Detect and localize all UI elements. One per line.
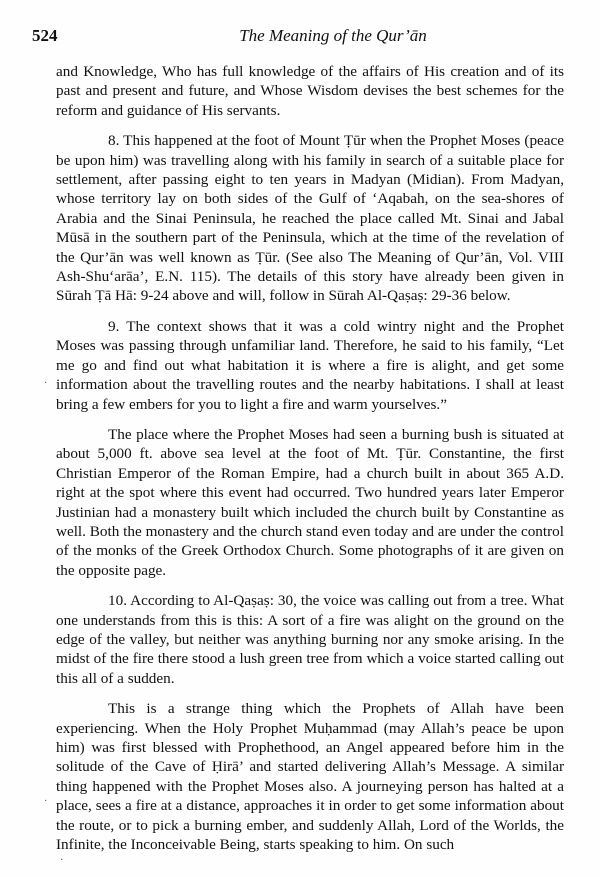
paragraph-note-10: 10. According to Al-Qaṣaṣ: 30, the voice was calling out from a tree. What one understands from this is this: A sort of a fire was alight on the ground on the edge of the valley, but neither was anything burning nor any smoke arising. In the midst of the fire there stood a lush green tree from which a voice started calling out this all of a sudden. [56, 592, 564, 687]
page-body [56, 62, 564, 865]
margin-speck: · [44, 796, 48, 807]
page-number: 524 [32, 26, 58, 45]
margin-speck: · [60, 855, 64, 866]
paragraph-continuation: and Knowledge, Who has full knowledge of the affairs of His creation and of its past and present and future, and Whose Wisdom devises the best schemes for the reform and guidance of His servants. [56, 63, 564, 119]
page-header [32, 26, 564, 50]
paragraph-prophets: This is a strange thing which the Prophets of Allah have been experiencing. When the Holy Prophet Muḥammad (may Allah’s peace be upon him) was first blessed with Prophethood, an Angel appeared before him in the solitude of the Cave of Ḥirā’ and started delivering Allah’s Message. A similar thing happened with the Prophet Moses also. A journeying person has halted at a place, sees a fire at a distance, approaches it in order to get some information about the route, or to pick a burning ember, and suddenly Allah, Lord of the Worlds, the Infinite, the Inconceivable Being, starts speaking to him. On such [56, 700, 564, 854]
margin-speck: · [44, 378, 48, 389]
paragraph-note-8: 8. This happened at the foot of Mount Ṭūr when the Prophet Moses (peace be upon him) was travelling along with his family in search of a suitable place for settlement, after passing eight to ten years in Madyan (Midian). From Madyan, whose territory lay on both sides of the Gulf of ‘Aqabah, on the sea-shores of Arabia and the Sinai Peninsula, he reached the place called Mt. Sinai and Jabal Mūsā in the southern part of the Peninsula, which at the time of the revelation of the Qur’ān was well known as Ṭūr. (See also The Meaning of Qur’ān, Vol. VIII Ash-Shu‘arāa’, E.N. 115). The details of this story have already been given in Sūrah Ṭā Hā: 9-24 above and will, follow in Sūrah Al-Qaṣaṣ: 29-36 below. [56, 132, 564, 305]
paragraph-burning-bush: The place where the Prophet Moses had seen a burning bush is situated at about 5,000 ft. above sea level at the foot of Mt. Ṭūr. Constantine, the first Christian Emperor of the Roman Empire, had a church built in about 365 A.D. right at the spot where this event had occurred. Two hundred years later Emperor Justinian had a monastery built which included the church built by Constantine as well. Both the monastery and the church stand even today and are under the control of the monks of the Greek Orthodox Church. Some photographs of it are given on the opposite page. [56, 425, 564, 579]
running-title: The Meaning of the Qur’ān [239, 26, 427, 45]
paragraph-note-9: 9. The context shows that it was a cold wintry night and the Prophet Moses was passing through unfamiliar land. Therefore, he said to his family, “Let me go and find out what habitation it is where a fire is alight, and get some information about the travelling routes and the nearby habitations. I shall at least bring a few embers for you to light a fire and warm yourselves.” [56, 317, 564, 413]
